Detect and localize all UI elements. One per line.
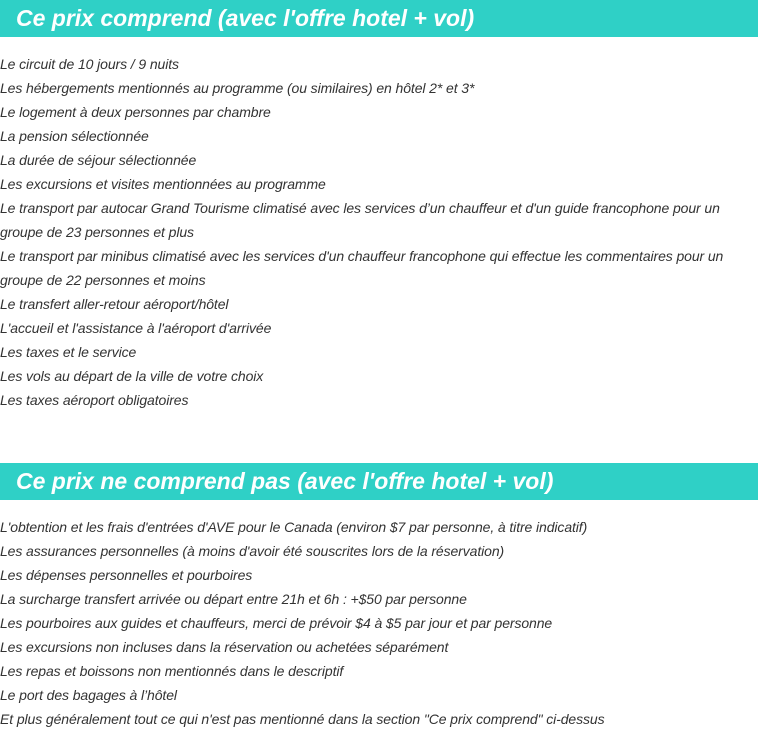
excluded-item: Les pourboires aux guides et chauffeurs, merci de prévoir $4 à $5 par jour et par personne xyxy=(0,615,553,631)
included-item: Le transport par autocar Grand Tourisme climatisé avec les services d’un chauffeur et d'un guide francophone pour un groupe de 23 personnes et plus xyxy=(0,200,720,240)
included-item: Le transfert aller-retour aéroport/hôtel xyxy=(0,296,229,312)
excluded-item: Les repas et boissons non mentionnés dans le descriptif xyxy=(0,663,344,679)
included-section-title: Ce prix comprend (avec l'offre hotel + vol) xyxy=(0,0,758,37)
included-item: Les hébergements mentionnés au programme (ou similaires) en hôtel 2* et 3* xyxy=(0,80,475,96)
excluded-item: Les dépenses personnelles et pourboires xyxy=(0,567,253,583)
included-item: La durée de séjour sélectionnée xyxy=(0,152,197,168)
excluded-item: L'obtention et les frais d'entrées d'AVE pour le Canada (environ $7 par personne, à titre indicatif) xyxy=(0,519,588,535)
included-item: Le transport par minibus climatisé avec les services d'un chauffeur francophone qui effectue les commentaires pour un groupe de 22 personnes et moins xyxy=(0,248,724,288)
excluded-section-title: Ce prix ne comprend pas (avec l'offre hotel + vol) xyxy=(0,463,758,500)
included-item: Le logement à deux personnes par chambre xyxy=(0,104,271,120)
excluded-item: Les assurances personnelles (à moins d'avoir été souscrites lors de la réservation) xyxy=(0,543,505,559)
excluded-item: Le port des bagages à l’hôtel xyxy=(0,687,177,703)
excluded-item: La surcharge transfert arrivée ou départ entre 21h et 6h : +$50 par personne xyxy=(0,591,467,607)
excluded-items-list xyxy=(0,515,758,731)
excluded-item: Et plus généralement tout ce qui n'est pas mentionné dans la section "Ce prix comprend" ci-dessus xyxy=(0,711,605,727)
included-item: L'accueil et l'assistance à l'aéroport d'arrivée xyxy=(0,320,272,336)
included-item: Le circuit de 10 jours / 9 nuits xyxy=(0,56,179,72)
included-item: Les excursions et visites mentionnées au programme xyxy=(0,176,326,192)
included-item: Les vols au départ de la ville de votre choix xyxy=(0,368,264,384)
included-item: Les taxes et le service xyxy=(0,344,137,360)
excluded-item: Les excursions non incluses dans la réservation ou achetées séparément xyxy=(0,639,449,655)
included-item: Les taxes aéroport obligatoires xyxy=(0,392,189,408)
included-items-list xyxy=(0,52,758,412)
included-item: La pension sélectionnée xyxy=(0,128,149,144)
